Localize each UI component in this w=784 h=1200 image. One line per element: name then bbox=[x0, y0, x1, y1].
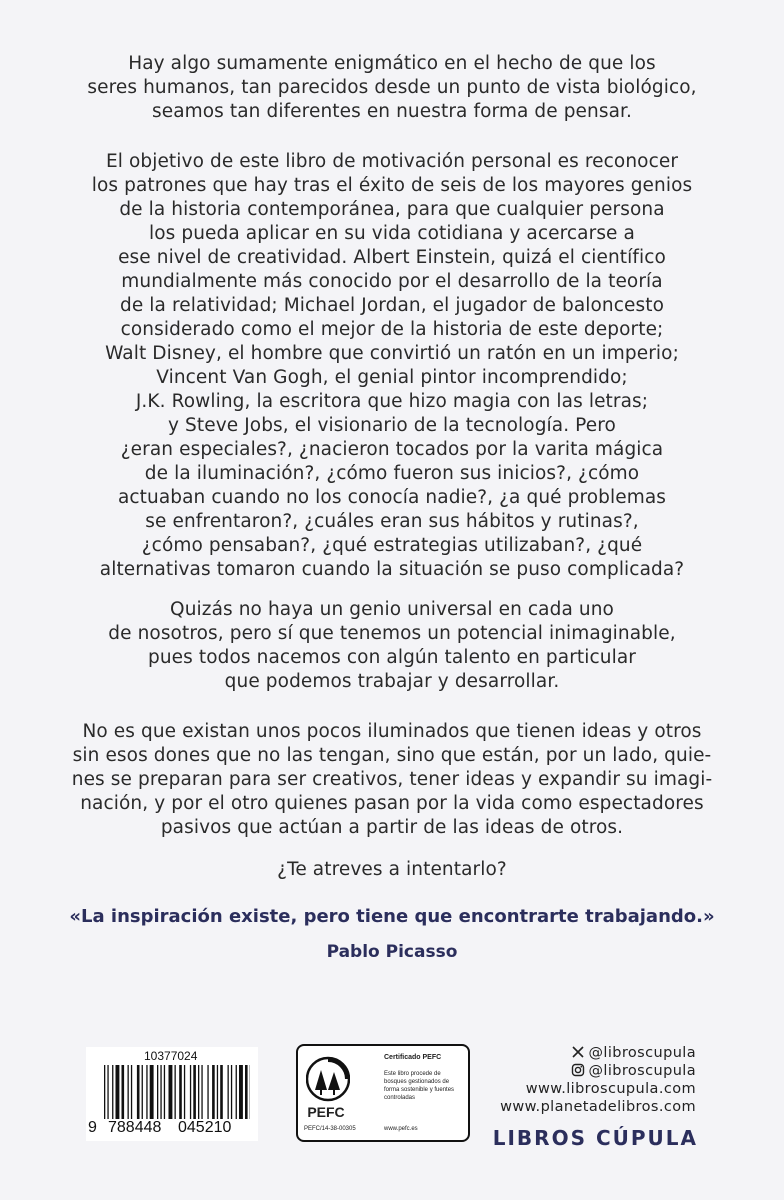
instagram-handle: @libroscupula bbox=[588, 1063, 696, 1079]
text-line: Walt Disney, el hombre que convirtió un ratón en un imperio; bbox=[105, 343, 679, 364]
text-line: de la iluminación?, ¿cómo fueron sus inicios?, ¿cómo bbox=[144, 463, 640, 484]
x-handle-row[interactable] bbox=[500, 1044, 696, 1062]
text-line: seamos tan diferentes en nuestra forma de pensar. bbox=[151, 101, 633, 122]
text-line: que podemos trabajar y desarrollar. bbox=[224, 671, 560, 692]
text-line: El objetivo de este libro de motivación personal es reconocer bbox=[105, 151, 679, 172]
text-line: se enfrentaron?, ¿cuáles eran sus hábitos y rutinas?, bbox=[145, 511, 639, 532]
brand-libros: LIBROS bbox=[492, 1126, 587, 1150]
text-line: los patrones que hay tras el éxito de seis de los mayores genios bbox=[91, 175, 693, 196]
text-line: de nosotros, pero sí que tenemos un potencial inimaginable, bbox=[108, 623, 676, 644]
instagram-handle-row[interactable] bbox=[500, 1062, 696, 1080]
text-line: ¿cómo pensaban?, ¿qué estrategias utilizaban?, ¿qué bbox=[141, 535, 643, 556]
text-line: sin esos dones que no las tengan, sino que están, por un lado, quie- bbox=[72, 745, 712, 766]
website-libroscupula[interactable]: www.libroscupula.com bbox=[525, 1081, 696, 1097]
text-line: seres humanos, tan parecidos desde un punto de vista biológico, bbox=[87, 77, 697, 98]
text-line: pasivos que actúan a partir de las ideas de otros. bbox=[160, 817, 624, 838]
quote-author: Pablo Picasso bbox=[326, 942, 458, 962]
x-handle: @libroscupula bbox=[588, 1045, 696, 1061]
question-text: ¿Te atreves a intentarlo? bbox=[277, 859, 507, 880]
text-line: J.K. Rowling, la escritora que hizo magia con las letras; bbox=[135, 391, 649, 412]
pefc-trees-icon bbox=[306, 1056, 350, 1102]
instagram-icon bbox=[571, 1063, 585, 1077]
text-line: ¿eran especiales?, ¿nacieron tocados por la varita mágica bbox=[120, 439, 664, 460]
text-line: actuaban cuando no los conocía nadie?, ¿a qué problemas bbox=[117, 487, 667, 508]
pefc-url: www.pefc.es bbox=[384, 1126, 418, 1132]
text-line: alternativas tomaron cuando la situación se puso complicada? bbox=[99, 559, 685, 580]
website-planetadelibros[interactable]: www.planetadelibros.com bbox=[500, 1099, 696, 1115]
text-line: mundialmente más conocido por el desarrollo de la teoría bbox=[121, 271, 663, 292]
text-line: ese nivel de creatividad. Albert Einstein, quizá el científico bbox=[118, 247, 666, 268]
barcode-bars-icon bbox=[100, 1065, 250, 1121]
brand-cupula: CÚPULA bbox=[595, 1126, 698, 1150]
barcode-reference: 10377024 bbox=[144, 1049, 198, 1063]
barcode-digits-right: 045210 bbox=[178, 1119, 232, 1136]
text-line: Vincent Van Gogh, el genial pintor incomprendido; bbox=[156, 367, 628, 388]
text-line: los pueda aplicar en su vida cotidiana y acercarse a bbox=[149, 223, 635, 244]
text-line: considerado como el mejor de la historia de este deporte; bbox=[120, 319, 664, 340]
paragraph-objective bbox=[60, 150, 724, 582]
quote-text: «La inspiración existe, pero tiene que encontrarte trabajando.» bbox=[69, 906, 715, 927]
text-line: nes se preparan para ser creativos, tener ideas y expandir su imagi- bbox=[71, 769, 713, 790]
publisher-contact bbox=[500, 1044, 696, 1116]
text-line: Hay algo sumamente enigmático en el hecho de que los bbox=[128, 53, 656, 74]
pefc-certificate-title: Certificado PEFC bbox=[384, 1054, 442, 1061]
pefc-certification bbox=[296, 1044, 470, 1142]
text-line: de la relatividad; Michael Jordan, el jugador de baloncesto bbox=[119, 295, 665, 316]
pefc-description: Este libro procede de bosques gestionados de forma sostenible y fuentes controladas bbox=[384, 1071, 455, 1101]
paragraph-creativity bbox=[60, 720, 724, 840]
paragraph-genius bbox=[60, 598, 724, 694]
isbn-barcode bbox=[86, 1047, 258, 1141]
text-line: y Steve Jobs, el visionario de la tecnología. Pero bbox=[168, 415, 616, 436]
pefc-id: PEFC/14-38-00305 bbox=[304, 1126, 356, 1132]
pefc-label: PEFC bbox=[307, 1104, 345, 1120]
barcode-digit-prefix: 9 bbox=[88, 1119, 97, 1136]
text-line: Quizás no haya un genio universal en cada uno bbox=[170, 599, 614, 620]
text-line: pues todos nacemos con algún talento en particular bbox=[148, 647, 636, 668]
publisher-logo bbox=[493, 1126, 698, 1150]
text-line: No es que existan unos pocos iluminados que tienen ideas y otros bbox=[82, 721, 702, 742]
text-line: de la historia contemporánea, para que cualquier persona bbox=[119, 199, 665, 220]
barcode-digits-left: 788448 bbox=[108, 1119, 162, 1136]
paragraph-intro bbox=[60, 52, 724, 124]
x-twitter-icon bbox=[571, 1045, 585, 1059]
text-line: nación, y por el otro quienes pasan por la vida como espectadores bbox=[80, 793, 704, 814]
